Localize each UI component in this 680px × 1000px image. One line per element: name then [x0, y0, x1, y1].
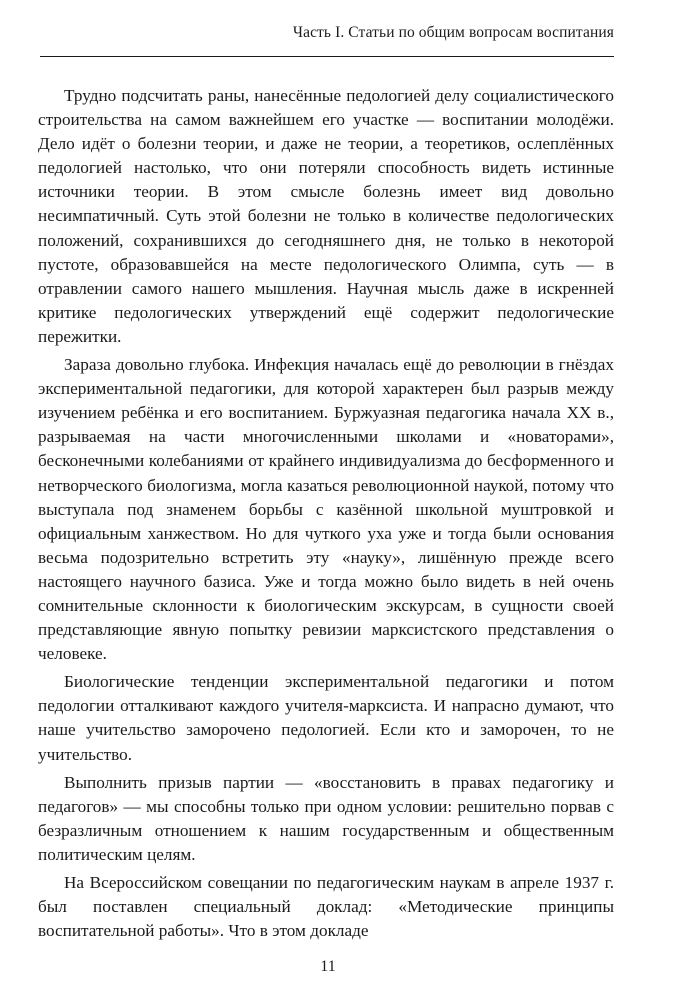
body-text [38, 84, 614, 943]
paragraph: На Всероссийском совещании по педагогическим наукам в апреле 1937 г. был поставлен специальный доклад: «Методические принципы воспитательной работы». Что в этом докладе [38, 873, 614, 941]
paragraph: Трудно подсчитать раны, нанесённые педологией делу социалистического строительства на самом важнейшем его участке — воспитании молодёжи. Дело идёт о болезни теории, и даже не теории, а теоретиков, ослеплённых педологией настолько, что они потеряли способность видеть истинные источники теории. В этом смысле болезнь имеет вид довольно несимпатичный. Суть этой болезни не только в количестве педологических положений, сохранившихся до сегодняшнего дня, не только в некоторой пустоте, образовавшейся на месте педологического Олимпа, суть — в отравлении самого нашего мышления. Научная мысль даже в искренней критике педологических утверждений ещё содержит педологические пережитки. [38, 86, 614, 346]
page-number: 11 [320, 958, 336, 975]
header-rule [40, 56, 614, 57]
paragraph: Выполнить призыв партии — «восстановить в правах педагогику и педагогов» — мы способны только при одном условии: решительно порвав с безразличным отношением к нашим государственным и общественным политическим целям. [38, 772, 614, 864]
running-header: Часть I. Статьи по общим вопросам воспитания [292, 24, 614, 41]
paragraph: Зараза довольно глубока. Инфекция началась ещё до революции в гнёздах экспериментальной педагогики, для которой характерен был разрыв между изучением ребёнка и его воспитанием. Буржуазная педагогика начала XX в., разрываемая на части многочисленными школами и «новаторами», бесконечными колебаниями от крайнего индивидуализма до бесформенного и нетворческого биологизма, могла казаться революционной наукой, потому что выступала под знаменем борьбы с казённой школьной муштровкой и официальным ханжеством. Но для чуткого уха уже и тогда были основания весьма подозрительно встретить эту «науку», лишённую прежде всего настоящего научного базиса. Уже и тогда можно было видеть в ней очень сомнительные склонности к биологическим экскурсам, в сущности своей представляющие явную попытку ревизии марксистского представления о человеке. [38, 355, 614, 664]
paragraph: Биологические тенденции экспериментальной педагогики и потом педологии отталкивают каждого учителя-марксиста. И напрасно думают, что наше учительство заморочено педологией. Если кто и заморочен, то не учительство. [38, 672, 614, 764]
